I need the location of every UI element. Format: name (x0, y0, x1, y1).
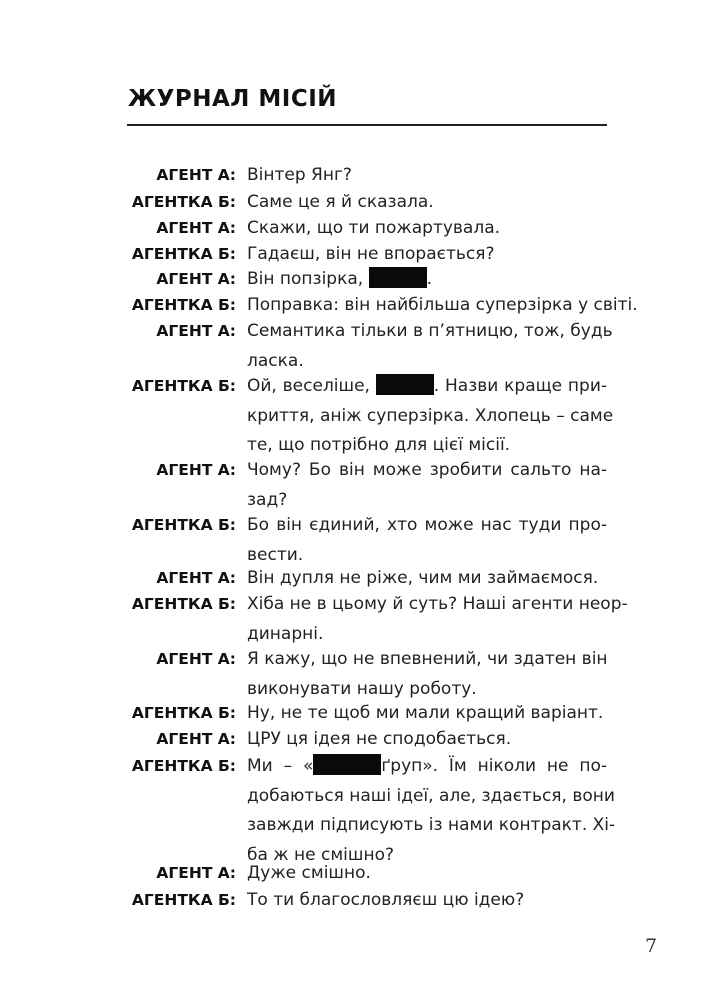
speaker-label: АГЕНТ А: (156, 219, 236, 237)
speaker-label: АГЕНТ А: (156, 730, 236, 748)
speech-text: Бо він єдиний, хто може нас туди про- вести. (247, 515, 607, 565)
dialogue-entry (0, 321, 728, 376)
speaker-label: АГЕНТКА Б: (131, 377, 236, 395)
speech-text: Семантика тільки в п’ятницю, тож, будь ласка. (247, 321, 613, 371)
redaction-bar (313, 754, 381, 775)
speech-text: Поправка: він найбільша суперзірка у світі. (247, 295, 638, 315)
dialogue-entry (0, 756, 728, 863)
speaker-label: АГЕНТ А: (156, 166, 236, 184)
speaker-label: АГЕНТКА Б: (131, 245, 236, 263)
speaker-label: АГЕНТ А: (156, 322, 236, 340)
speaker-label: АГЕНТКА Б: (131, 704, 236, 722)
dialogue-entry (0, 460, 728, 515)
speech-text: Дуже смішно. (247, 863, 371, 883)
dialogue-block (0, 165, 728, 916)
dialogue-entry (0, 515, 728, 568)
speaker-label: АГЕНТКА Б: (131, 193, 236, 211)
speaker-label: АГЕНТКА Б: (131, 516, 236, 534)
speech-text: ЦРУ ця ідея не сподобається. (247, 729, 512, 749)
speaker-label: АГЕНТ А: (156, 461, 236, 479)
speech-text: Скажи, що ти пожартувала. (247, 218, 501, 238)
speech-text: То ти благословляєш цю ідею? (247, 890, 525, 910)
speech-text: Гадаєш, він не впорається? (247, 244, 495, 264)
speaker-label: АГЕНТКА Б: (131, 757, 236, 775)
speech-text: Він дупля не ріже, чим ми займаємося. (247, 568, 599, 588)
speech-text: Він попзірка, . (247, 269, 432, 289)
speaker-label: АГЕНТ А: (156, 270, 236, 288)
dialogue-entry (0, 890, 728, 916)
speech-text: Я кажу, що не впевнений, чи здатен він виконувати нашу роботу. (247, 649, 608, 699)
speech-text: Вінтер Янг? (247, 165, 352, 185)
speaker-label: АГЕНТКА Б: (131, 595, 236, 613)
speech-text: Хіба не в цьому й суть? Наші агенти неор- динарні. (247, 594, 628, 644)
redaction-bar (376, 374, 434, 395)
speech-text: Ми – « ґруп». Їм ніколи не по- добаються наші ідеї, але, здається, вони завжди підписують із нами контракт. Хі- ба ж не смішно? (247, 756, 616, 865)
dialogue-entry (0, 376, 728, 460)
dialogue-entry (0, 649, 728, 703)
redaction-bar (369, 267, 427, 288)
speech-text: Ну, не те щоб ми мали кращий варіант. (247, 703, 604, 723)
title-divider (127, 124, 607, 126)
speaker-label: АГЕНТ А: (156, 864, 236, 882)
chapter-title: ЖУРНАЛ МІСІЙ (128, 86, 338, 112)
speech-text: Чому? Бо він може зробити сальто на- зад? (247, 460, 607, 510)
speaker-label: АГЕНТКА Б: (131, 296, 236, 314)
speaker-label: АГЕНТ А: (156, 650, 236, 668)
speaker-label: АГЕНТ А: (156, 569, 236, 587)
speech-text: Саме це я й сказала. (247, 192, 434, 212)
dialogue-entry (0, 594, 728, 649)
page-number: 7 (645, 935, 658, 957)
speaker-label: АГЕНТКА Б: (131, 891, 236, 909)
speech-text: Ой, веселіше, . Назви краще при- криття, аніж суперзірка. Хлопець – саме те, що потрібно для цієї місії. (247, 376, 614, 455)
